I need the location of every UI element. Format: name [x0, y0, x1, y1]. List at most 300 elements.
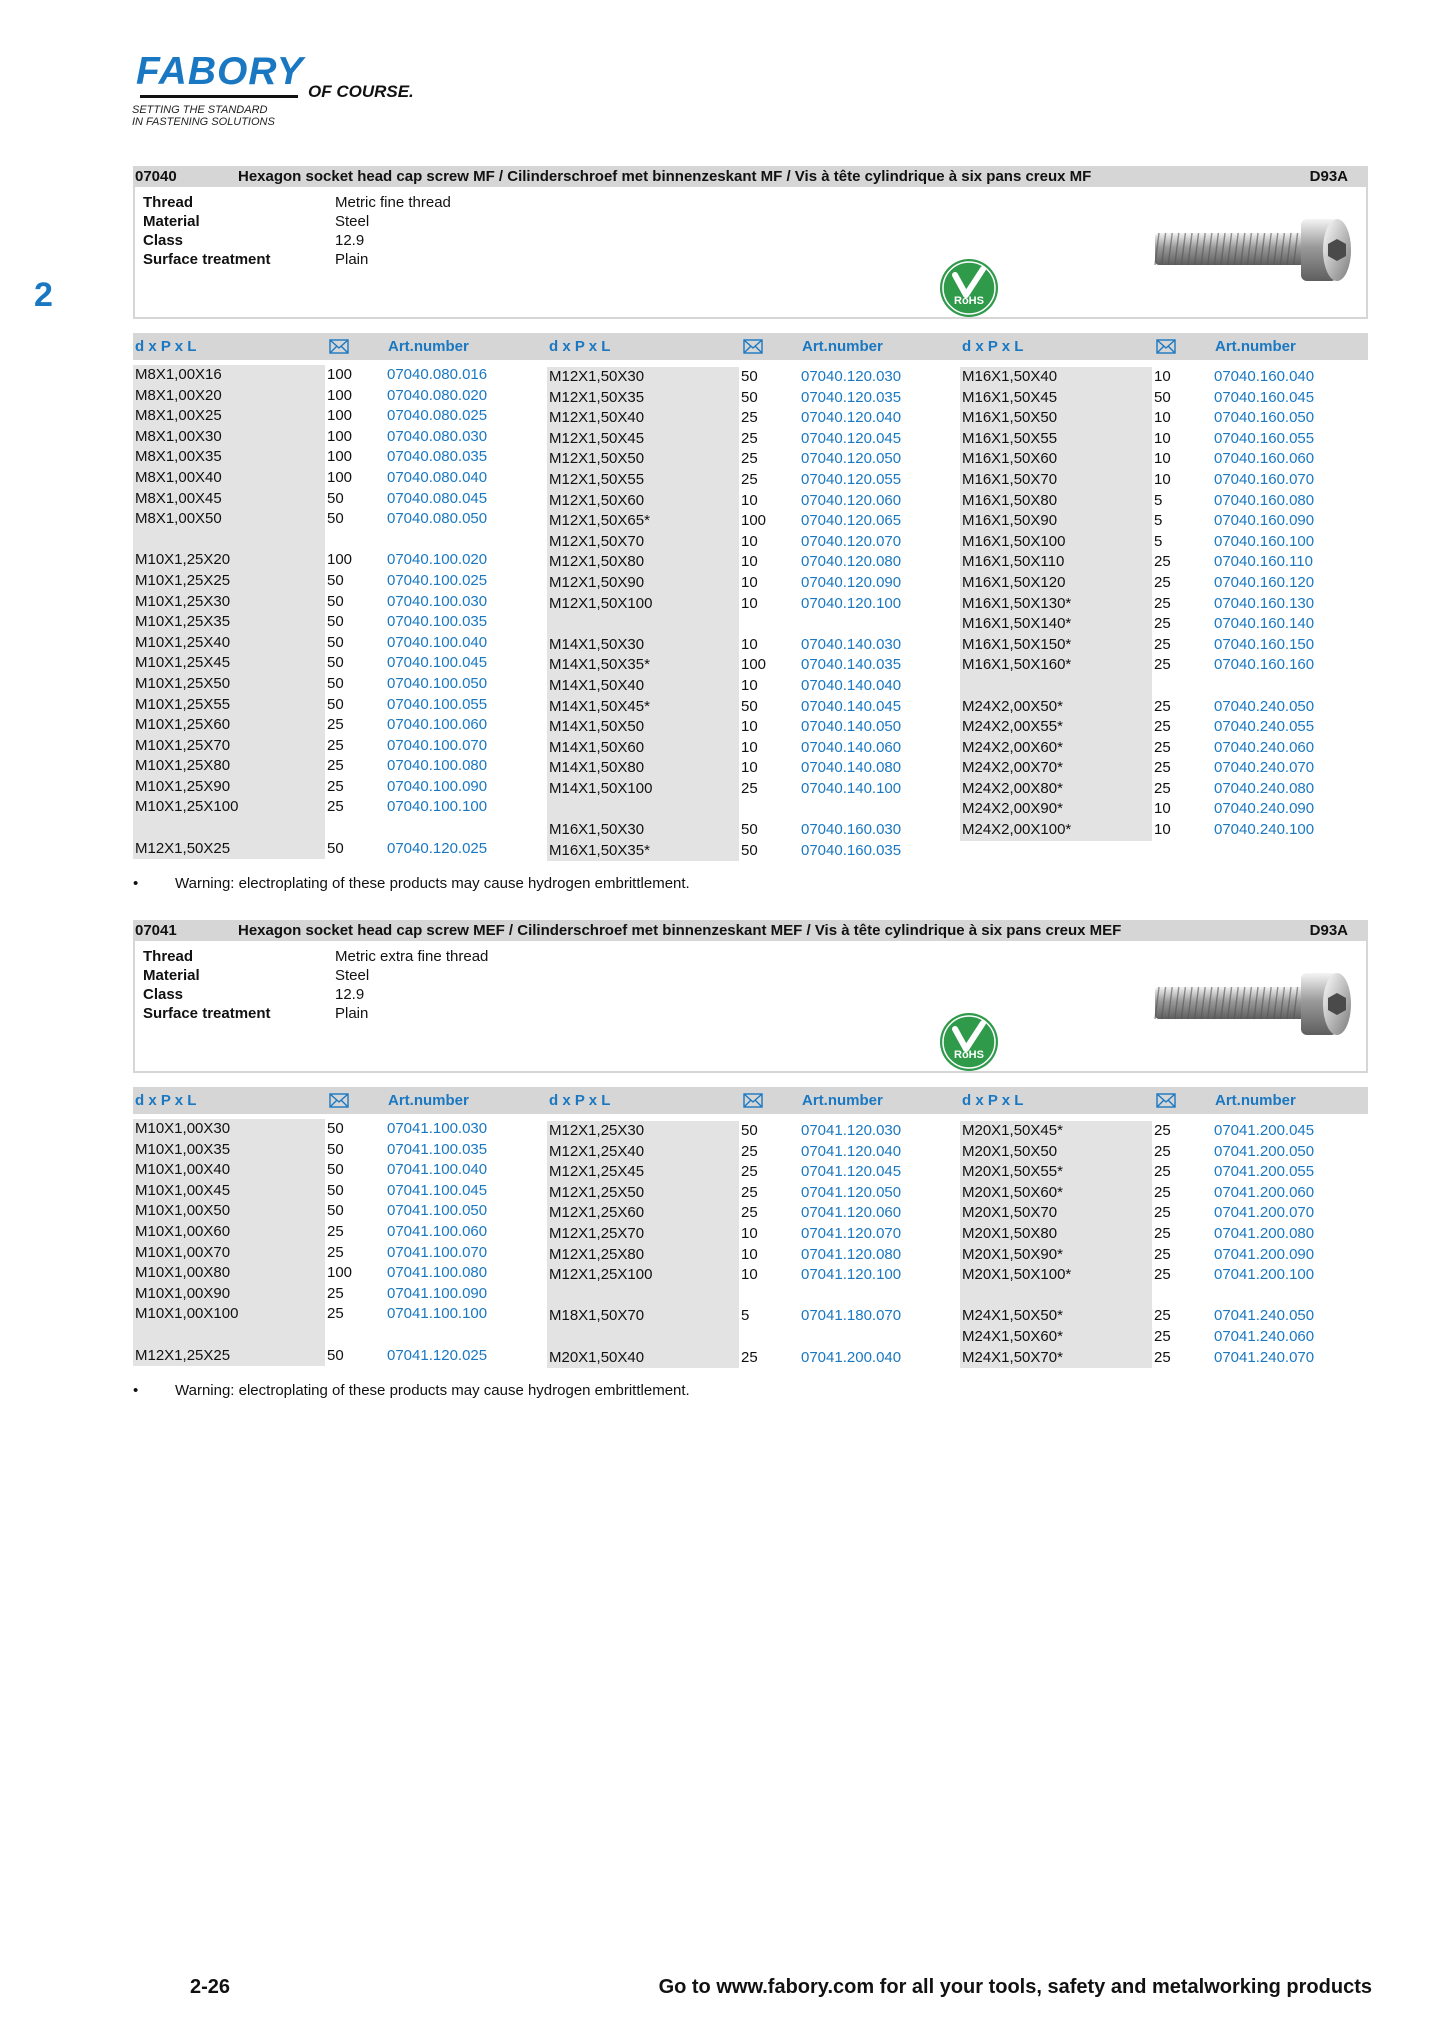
size-cell: M10X1,00X100: [133, 1304, 325, 1325]
size-cell: M10X1,25X60: [133, 715, 325, 736]
article-number-link[interactable]: 07040.100.045: [387, 654, 488, 672]
article-number-link[interactable]: 07041.120.050: [801, 1183, 902, 1201]
table-row-spacer: [960, 1286, 1360, 1307]
article-number-link[interactable]: 07040.100.035: [387, 613, 488, 631]
column-header-dpl: d x P x L: [549, 1092, 611, 1109]
size-cell: M16X1,50X35*: [547, 841, 739, 862]
article-number-link[interactable]: 07041.120.045: [801, 1163, 902, 1181]
quantity-cell: 50: [327, 695, 344, 713]
article-number-link[interactable]: 07040.160.040: [1214, 368, 1315, 385]
article-number-link[interactable]: 07040.100.100: [387, 798, 488, 816]
quantity-cell: 25: [741, 779, 758, 797]
quantity-cell: 50: [741, 388, 758, 406]
quantity-cell: 25: [741, 409, 758, 427]
spec-value: 12.9: [335, 986, 365, 1003]
spec-value: Steel: [335, 967, 370, 984]
section-header: [133, 166, 1368, 187]
column-header-art: Art.number: [1215, 1092, 1296, 1109]
article-number-link[interactable]: 07040.120.045: [801, 429, 902, 447]
table-row: [547, 676, 947, 697]
envelope-icon: [329, 1093, 349, 1113]
article-number-link[interactable]: 07040.140.045: [801, 697, 902, 715]
size-cell: M16X1,50X90: [960, 511, 1152, 532]
product-section-07041: [133, 920, 1368, 1366]
column-header-art: Art.number: [388, 1092, 469, 1109]
table-row: [960, 1245, 1360, 1266]
size-cell: M20X1,50X60*: [960, 1183, 1152, 1204]
size-cell: M20X1,50X100*: [960, 1265, 1152, 1286]
table-row: [960, 820, 1360, 841]
warning-note: [133, 1382, 690, 1399]
quantity-cell: 50: [327, 613, 344, 631]
size-cell: M12X1,50X50: [547, 449, 739, 470]
quantity-cell: 25: [1154, 779, 1171, 797]
article-number-link[interactable]: 07041.240.050: [1214, 1307, 1315, 1325]
article-number-link[interactable]: 07040.120.065: [801, 512, 902, 530]
quantity-cell: 50: [741, 821, 758, 839]
table-row: [133, 489, 533, 510]
section-standard: D93A: [1309, 922, 1348, 939]
table-row: [547, 552, 947, 573]
article-number-link[interactable]: 07040.240.050: [1214, 697, 1315, 715]
size-cell: M16X1,50X70: [960, 470, 1152, 491]
size-cell: M12X1,50X45: [547, 429, 739, 450]
quantity-cell: 50: [327, 1161, 344, 1179]
article-number-link[interactable]: 07041.240.060: [1214, 1327, 1315, 1345]
quantity-cell: 25: [1154, 1183, 1171, 1201]
article-number-link[interactable]: 07041.100.030: [387, 1120, 488, 1137]
size-cell: M16X1,50X55: [960, 429, 1152, 450]
quantity-cell: 25: [1154, 1327, 1171, 1345]
article-number-link[interactable]: 07040.140.035: [801, 656, 902, 674]
size-cell: M10X1,25X90: [133, 777, 325, 798]
article-number-link[interactable]: 07041.200.050: [1214, 1142, 1315, 1160]
size-cell: M16X1,50X100: [960, 532, 1152, 553]
article-number-link[interactable]: 07040.240.090: [1214, 800, 1315, 818]
size-cell: M10X1,00X40: [133, 1160, 325, 1181]
article-number-link[interactable]: 07040.100.020: [387, 551, 488, 569]
article-number-link[interactable]: 07040.120.035: [801, 388, 902, 406]
table-row: [547, 717, 947, 738]
article-number-link[interactable]: 07041.200.080: [1214, 1224, 1315, 1242]
article-number-link[interactable]: 07040.120.070: [801, 532, 902, 550]
article-number-link[interactable]: 07040.240.080: [1214, 779, 1315, 797]
table-row: [133, 612, 533, 633]
quantity-cell: 25: [1154, 573, 1171, 591]
article-number-link[interactable]: 07041.100.040: [387, 1161, 488, 1179]
table-row: [547, 449, 947, 470]
table-row: [960, 614, 1360, 635]
size-cell: [547, 614, 739, 635]
logo-tagline-line2: IN FASTENING SOLUTIONS: [132, 116, 275, 128]
table-row: [133, 1160, 533, 1181]
article-number-link[interactable]: 07041.200.060: [1214, 1183, 1315, 1201]
article-number-link[interactable]: 07040.100.070: [387, 736, 488, 754]
quantity-cell: 25: [327, 1243, 344, 1261]
article-number-link[interactable]: 07040.160.080: [1214, 491, 1315, 509]
article-number-link[interactable]: 07040.100.030: [387, 592, 488, 610]
article-number-link[interactable]: 07041.100.045: [387, 1181, 488, 1199]
table-row: [547, 1348, 947, 1369]
spec-row: [143, 947, 488, 966]
quantity-cell: 25: [1154, 1266, 1171, 1284]
article-number-link[interactable]: 07040.140.080: [801, 759, 902, 777]
quantity-cell: 5: [1154, 491, 1163, 509]
size-cell: M24X1,50X70*: [960, 1348, 1152, 1369]
size-cell: M8X1,00X30: [133, 427, 325, 448]
quantity-cell: 25: [1154, 1245, 1171, 1263]
size-cell: M16X1,50X130*: [960, 594, 1152, 615]
quantity-cell: 25: [1154, 1224, 1171, 1242]
table-column: [960, 1121, 1360, 1368]
spec-row: [143, 231, 364, 250]
article-number-link[interactable]: 07040.140.060: [801, 738, 902, 756]
table-row: [133, 571, 533, 592]
article-number-link[interactable]: 07041.200.045: [1214, 1122, 1315, 1139]
article-number-link[interactable]: 07040.100.050: [387, 674, 488, 692]
table-row: [133, 653, 533, 674]
column-header-dpl: d x P x L: [135, 1092, 197, 1109]
table-row: [133, 1119, 533, 1140]
article-number-link[interactable]: 07041.120.040: [801, 1142, 902, 1160]
table-row: [133, 1140, 533, 1161]
article-number-link[interactable]: 07040.240.100: [1214, 821, 1315, 839]
table-header: [133, 1087, 1368, 1114]
article-number-link[interactable]: 07041.240.070: [1214, 1348, 1315, 1366]
table-row: [547, 594, 947, 615]
quantity-cell: 5: [741, 1307, 750, 1325]
column-header-dpl: d x P x L: [135, 338, 197, 355]
article-number-link[interactable]: 07040.080.016: [387, 366, 488, 383]
spec-row: [143, 250, 368, 269]
table-row: [133, 1201, 533, 1222]
size-cell: M24X2,00X90*: [960, 799, 1152, 820]
article-number-link[interactable]: 07041.120.080: [801, 1245, 902, 1263]
quantity-cell: 10: [741, 532, 758, 550]
quantity-cell: 25: [1154, 1204, 1171, 1222]
spec-row: [143, 193, 451, 212]
chapter-tab: 2: [34, 276, 53, 314]
quantity-cell: 10: [1154, 368, 1171, 385]
size-cell: M20X1,50X55*: [960, 1162, 1152, 1183]
spec-value: 12.9: [335, 232, 365, 249]
size-cell: M8X1,00X40: [133, 468, 325, 489]
size-cell: M16X1,50X160*: [960, 655, 1152, 676]
table-column: [960, 367, 1360, 841]
article-number-link[interactable]: 07040.240.060: [1214, 738, 1315, 756]
table-row: [133, 447, 533, 468]
table-row: [133, 633, 533, 654]
size-cell: M20X1,50X45*: [960, 1121, 1152, 1142]
article-number-link[interactable]: 07041.200.055: [1214, 1163, 1315, 1181]
table-row: [547, 697, 947, 718]
size-cell: M12X1,25X60: [547, 1203, 739, 1224]
table-row: [547, 511, 947, 532]
size-cell: M10X1,25X35: [133, 612, 325, 633]
size-cell: M12X1,25X25: [133, 1346, 325, 1367]
size-cell: M12X1,50X100: [547, 594, 739, 615]
table-row: [547, 1162, 947, 1183]
article-number-link[interactable]: 07040.160.050: [1214, 409, 1315, 427]
article-number-link[interactable]: 07041.120.100: [801, 1266, 902, 1284]
article-number-link[interactable]: 07040.120.080: [801, 553, 902, 571]
article-number-link[interactable]: 07040.120.060: [801, 491, 902, 509]
quantity-cell: 25: [327, 716, 344, 734]
quantity-cell: 50: [327, 592, 344, 610]
table-row: [547, 429, 947, 450]
column-header-dpl: d x P x L: [549, 338, 611, 355]
article-number-link[interactable]: 07041.100.100: [387, 1305, 488, 1323]
quantity-cell: 25: [741, 1204, 758, 1222]
article-number-link[interactable]: 07041.120.060: [801, 1204, 902, 1222]
column-header-art: Art.number: [802, 1092, 883, 1109]
table-row: [133, 1284, 533, 1305]
spec-key: Thread: [143, 948, 194, 965]
size-cell: M12X1,50X70: [547, 532, 739, 553]
table-row: [133, 715, 533, 736]
article-number-link[interactable]: 07040.140.050: [801, 718, 902, 736]
size-cell: M16X1,50X140*: [960, 614, 1152, 635]
size-cell: M20X1,50X90*: [960, 1245, 1152, 1266]
table-row: [547, 470, 947, 491]
quantity-cell: 10: [741, 1245, 758, 1263]
quantity-cell: 25: [741, 1163, 758, 1181]
quantity-cell: 100: [327, 551, 353, 569]
article-number-link[interactable]: 07041.120.025: [387, 1346, 488, 1364]
article-number-link[interactable]: 07041.100.060: [387, 1222, 488, 1240]
article-number-link[interactable]: 07040.080.045: [387, 489, 488, 507]
spec-value: Steel: [335, 213, 370, 230]
table-row: [960, 635, 1360, 656]
article-number-link[interactable]: 07040.120.100: [801, 594, 902, 612]
article-number-link[interactable]: 07041.120.070: [801, 1224, 902, 1242]
article-number-link[interactable]: 07040.160.160: [1214, 656, 1315, 674]
size-cell: M14X1,50X100: [547, 779, 739, 800]
table-row: [960, 491, 1360, 512]
product-section-07040: [133, 166, 1368, 859]
table-row: [133, 592, 533, 613]
table-row: [547, 738, 947, 759]
article-number-link[interactable]: 07041.200.070: [1214, 1204, 1315, 1222]
spec-row: [143, 212, 369, 231]
article-number-link[interactable]: 07040.100.080: [387, 757, 488, 775]
article-number-link[interactable]: 07040.100.055: [387, 695, 488, 713]
table-row: [547, 573, 947, 594]
size-cell: M10X1,00X50: [133, 1201, 325, 1222]
quantity-cell: 10: [741, 676, 758, 694]
size-cell: M16X1,50X40: [960, 367, 1152, 388]
article-number-link[interactable]: 07040.100.060: [387, 716, 488, 734]
table-row: [547, 1121, 947, 1142]
rohs-badge-icon: [938, 257, 1000, 324]
section-code: 07041: [135, 922, 177, 939]
logo-tagline: [132, 104, 275, 128]
size-cell: M10X1,25X100: [133, 797, 325, 818]
table-row: [133, 1222, 533, 1243]
article-number-link[interactable]: 07040.160.140: [1214, 615, 1315, 633]
article-number-link[interactable]: 07041.200.040: [801, 1348, 902, 1366]
quantity-cell: 25: [741, 470, 758, 488]
table-row: [960, 388, 1360, 409]
column-header-dpl: d x P x L: [962, 1092, 1024, 1109]
quantity-cell: 50: [741, 697, 758, 715]
article-number-link[interactable]: 07040.120.090: [801, 573, 902, 591]
quantity-cell: 25: [1154, 759, 1171, 777]
article-number-link[interactable]: 07040.100.025: [387, 571, 488, 589]
table-row: [133, 1181, 533, 1202]
article-number-link[interactable]: 07041.100.050: [387, 1202, 488, 1220]
article-number-link[interactable]: 07040.080.050: [387, 510, 488, 528]
envelope-icon: [329, 339, 349, 359]
size-cell: M12X1,50X90: [547, 573, 739, 594]
quantity-cell: 25: [327, 757, 344, 775]
spec-key: Surface treatment: [143, 251, 271, 268]
article-number-link[interactable]: 07040.160.060: [1214, 450, 1315, 468]
article-number-link[interactable]: 07040.160.130: [1214, 594, 1315, 612]
quantity-cell: 10: [1154, 429, 1171, 447]
article-number-link[interactable]: 07040.080.035: [387, 448, 488, 466]
logo-suffix: OF COURSE.: [308, 82, 414, 101]
envelope-icon: [743, 339, 763, 359]
size-cell: M16X1,50X30: [547, 820, 739, 841]
table-row: [133, 797, 533, 818]
article-number-link[interactable]: 07040.140.100: [801, 779, 902, 797]
table-row: [960, 1327, 1360, 1348]
spec-key: Material: [143, 213, 200, 230]
article-number-link[interactable]: 07040.120.055: [801, 470, 902, 488]
quantity-cell: 25: [741, 1183, 758, 1201]
spec-row: [143, 985, 364, 1004]
quantity-cell: 25: [741, 450, 758, 468]
table-row: [960, 1224, 1360, 1245]
size-cell: M8X1,00X16: [133, 365, 325, 386]
size-cell: M8X1,00X50: [133, 509, 325, 530]
size-cell: M20X1,50X80: [960, 1224, 1152, 1245]
spec-value: Metric extra fine thread: [335, 948, 489, 965]
article-number-link[interactable]: 07040.160.070: [1214, 470, 1315, 488]
table-row-spacer: [547, 1286, 947, 1307]
size-cell: M8X1,00X20: [133, 386, 325, 407]
article-number-link[interactable]: 07041.100.090: [387, 1284, 488, 1302]
quantity-cell: 50: [327, 489, 344, 507]
quantity-cell: 10: [741, 553, 758, 571]
table-row: [133, 406, 533, 427]
quantity-cell: 10: [1154, 450, 1171, 468]
article-number-link[interactable]: 07040.140.040: [801, 676, 902, 694]
article-number-link[interactable]: 07041.200.100: [1214, 1266, 1315, 1284]
quantity-cell: 25: [327, 777, 344, 795]
size-cell: M10X1,25X50: [133, 674, 325, 695]
table-row: [960, 1348, 1360, 1369]
article-number-link[interactable]: 07040.100.090: [387, 777, 488, 795]
size-cell: [133, 818, 325, 839]
article-number-link[interactable]: 07040.160.055: [1214, 429, 1315, 447]
table-row: [547, 367, 947, 388]
article-number-link[interactable]: 07040.160.110: [1214, 553, 1313, 571]
table-row: [960, 799, 1360, 820]
article-number-link[interactable]: 07040.120.040: [801, 409, 902, 427]
article-number-link[interactable]: 07040.240.070: [1214, 759, 1315, 777]
article-number-link[interactable]: 07040.080.025: [387, 407, 488, 425]
article-number-link[interactable]: 07041.100.080: [387, 1264, 488, 1282]
article-number-link[interactable]: 07040.100.040: [387, 633, 488, 651]
article-number-link[interactable]: 07040.160.045: [1214, 388, 1315, 406]
quantity-cell: 25: [1154, 1307, 1171, 1325]
spec-box: [133, 941, 1368, 1073]
article-number-link[interactable]: 07040.120.030: [801, 368, 902, 385]
quantity-cell: 25: [327, 798, 344, 816]
size-cell: M16X1,50X120: [960, 573, 1152, 594]
size-cell: [960, 676, 1152, 697]
article-number-link[interactable]: 07041.200.090: [1214, 1245, 1315, 1263]
table-row: [960, 594, 1360, 615]
article-number-link[interactable]: 07040.160.120: [1214, 573, 1315, 591]
rohs-badge-icon: [938, 1011, 1000, 1078]
size-cell: M20X1,50X50: [960, 1142, 1152, 1163]
article-number-link[interactable]: 07041.180.070: [801, 1307, 902, 1325]
note-bullet: •: [133, 875, 139, 892]
size-cell: [547, 799, 739, 820]
size-cell: M12X1,50X65*: [547, 511, 739, 532]
article-number-link[interactable]: 07040.080.030: [387, 427, 488, 445]
size-cell: M10X1,25X45: [133, 653, 325, 674]
article-number-link[interactable]: 07040.160.030: [801, 821, 902, 839]
table-row: [133, 386, 533, 407]
size-cell: M12X1,25X50: [547, 1183, 739, 1204]
size-cell: M10X1,00X70: [133, 1243, 325, 1264]
table-row: [960, 532, 1360, 553]
table-row: [133, 777, 533, 798]
article-number-link[interactable]: 07040.160.035: [801, 841, 902, 859]
table-row: [960, 779, 1360, 800]
article-number-link[interactable]: 07040.140.030: [801, 635, 902, 653]
product-image: [1151, 205, 1356, 300]
article-number-link[interactable]: 07040.160.150: [1214, 635, 1315, 653]
article-number-link[interactable]: 07040.160.090: [1214, 512, 1315, 530]
article-number-link[interactable]: 07040.240.055: [1214, 718, 1315, 736]
quantity-cell: 10: [1154, 821, 1171, 839]
logo-underline: [140, 95, 298, 98]
size-cell: M20X1,50X40: [547, 1348, 739, 1369]
quantity-cell: 25: [741, 1348, 758, 1366]
article-number-link[interactable]: 07040.160.100: [1214, 532, 1315, 550]
quantity-cell: 100: [327, 448, 353, 466]
quantity-cell: 25: [1154, 553, 1171, 571]
quantity-cell: 25: [1154, 615, 1171, 633]
logo-wordmark: FABORY: [136, 50, 304, 93]
table-row-spacer: [547, 614, 947, 635]
size-cell: M14X1,50X60: [547, 738, 739, 759]
quantity-cell: 50: [741, 841, 758, 859]
section-title: Hexagon socket head cap screw MF / Cilinderschroef met binnenzeskant MF / Vis à tête cylindrique à six pans creux MF: [238, 168, 1092, 185]
article-number-link[interactable]: 07040.120.025: [387, 839, 488, 857]
rohs-label: RoHS: [954, 295, 984, 307]
table-row: [960, 717, 1360, 738]
table-row: [547, 635, 947, 656]
table-row: [960, 1265, 1360, 1286]
warning-note: [133, 875, 690, 892]
article-number-link[interactable]: 07040.080.040: [387, 468, 488, 486]
article-number-link[interactable]: 07041.100.035: [387, 1140, 488, 1158]
article-number-link[interactable]: 07040.120.050: [801, 450, 902, 468]
article-number-link[interactable]: 07040.080.020: [387, 386, 488, 404]
table-row: [960, 367, 1360, 388]
article-number-link[interactable]: 07041.100.070: [387, 1243, 488, 1261]
table-row: [960, 655, 1360, 676]
table-row: [133, 550, 533, 571]
article-number-link[interactable]: 07041.120.030: [801, 1122, 902, 1139]
table-row: [133, 509, 533, 530]
